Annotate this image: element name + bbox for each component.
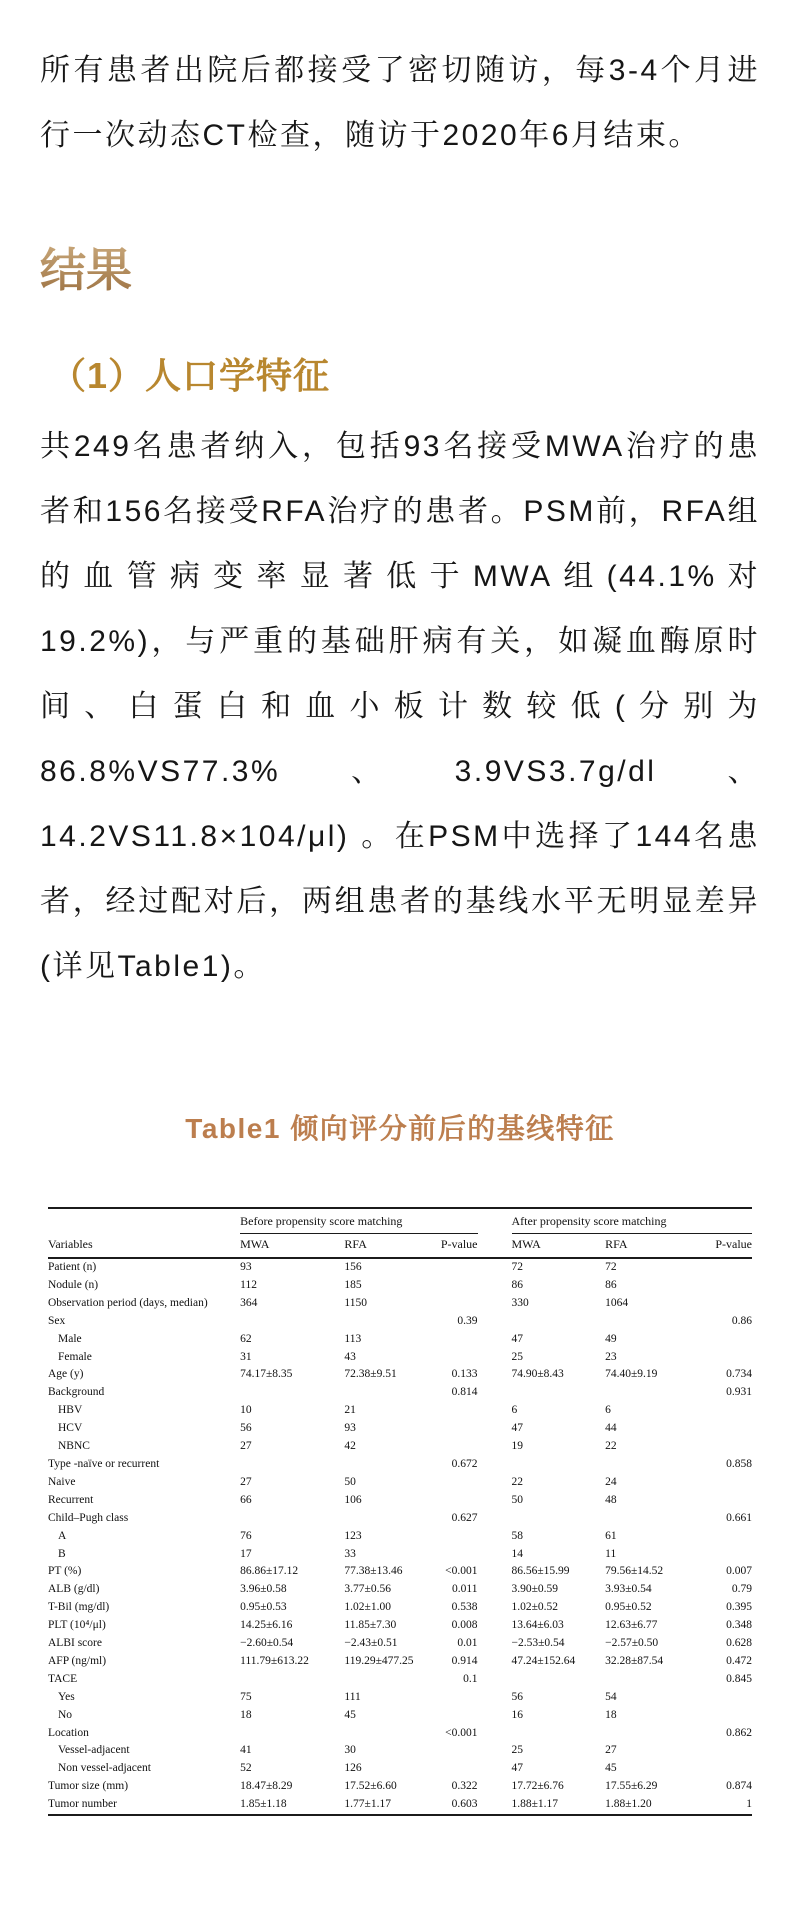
row-label: Age (y)	[48, 1368, 84, 1381]
table-cell: 0.395	[726, 1601, 752, 1614]
table-title: Table1 倾向评分前后的基线特征	[185, 1113, 615, 1144]
row-label: Patient (n)	[48, 1261, 97, 1273]
table-cell: 0.627	[451, 1511, 478, 1524]
table-cell	[478, 1456, 606, 1474]
table-row	[48, 1707, 752, 1725]
table-cell	[696, 1277, 752, 1295]
table-row	[48, 1599, 752, 1617]
table-cell: 50	[344, 1475, 356, 1488]
table-cell	[696, 1689, 752, 1707]
table-cell: 41	[240, 1744, 252, 1757]
row-label: Tumor number	[48, 1798, 117, 1811]
table-cell: 25	[511, 1350, 523, 1363]
table-cell	[428, 1402, 477, 1420]
table-cell: 0.95±0.53	[240, 1601, 287, 1614]
table-cell	[478, 1671, 606, 1689]
table-cell: 6	[511, 1404, 518, 1417]
table-cell: 32.28±87.54	[605, 1654, 664, 1667]
table-cell: 14	[511, 1547, 523, 1560]
table-row	[48, 1796, 752, 1815]
table-cell: 66	[240, 1493, 252, 1506]
paragraph-followup: 所有患者出院后都接受了密切随访，每3-4个月进行一次动态CT检查，随访于2020年6月结束。	[40, 54, 760, 152]
column-header-rfa-after: RFA	[605, 1237, 628, 1251]
table-cell: 0.39	[457, 1314, 478, 1327]
row-label: Type -naïve or recurrent	[48, 1457, 160, 1470]
row-label: Tumor size (mm)	[48, 1780, 129, 1793]
table-cell	[696, 1402, 752, 1420]
table-cell: <0.001	[445, 1565, 478, 1578]
table-cell	[240, 1313, 344, 1331]
table-cell: 17	[240, 1547, 252, 1560]
table-cell: 23	[605, 1350, 617, 1363]
table-row	[48, 1528, 752, 1546]
table-cell: −2.57±0.50	[605, 1637, 659, 1650]
table-cell	[605, 1456, 696, 1474]
table-cell: 74.17±8.35	[240, 1368, 293, 1381]
table-cell: 43	[344, 1350, 356, 1363]
table-cell	[696, 1420, 752, 1438]
table-cell: 18	[605, 1708, 617, 1721]
column-header-pvalue-after: P-value	[715, 1237, 752, 1251]
table-cell: 72	[605, 1261, 617, 1273]
table-cell	[696, 1742, 752, 1760]
table-cell: 11.85±7.30	[344, 1619, 397, 1632]
table-cell: 6	[605, 1404, 611, 1417]
table-cell: 86.56±15.99	[511, 1565, 570, 1578]
table-cell: 3.77±0.56	[344, 1583, 391, 1596]
table-row	[48, 1349, 752, 1367]
table-cell: 123	[344, 1529, 362, 1542]
table-cell	[478, 1725, 606, 1743]
table-cell: 1.85±1.18	[240, 1798, 287, 1811]
table-cell: 0.862	[726, 1726, 752, 1739]
table-cell	[696, 1707, 752, 1725]
table-row	[48, 1653, 752, 1671]
table-row	[48, 1384, 752, 1402]
row-label: Non vessel-adjacent	[58, 1762, 151, 1775]
row-label: Background	[48, 1386, 105, 1399]
table-cell	[478, 1313, 606, 1331]
table-cell: 27	[605, 1744, 617, 1757]
column-header-mwa-after: MWA	[511, 1237, 541, 1251]
table-cell: 0.661	[726, 1511, 752, 1524]
table-cell: 119.29±477.25	[344, 1654, 414, 1667]
row-label: Sex	[48, 1314, 66, 1327]
table-row	[48, 1456, 752, 1474]
table-cell: 86	[605, 1278, 617, 1291]
table-cell: 106	[344, 1493, 362, 1506]
table-row	[48, 1760, 752, 1778]
table-cell: 16	[511, 1708, 523, 1721]
table-row	[48, 1778, 752, 1796]
table-cell: 17.52±6.60	[344, 1780, 397, 1793]
table-row	[48, 1492, 752, 1510]
row-label: Naive	[48, 1475, 76, 1488]
table-cell: 364	[240, 1296, 258, 1309]
table-cell	[428, 1546, 477, 1564]
table-cell: 93	[344, 1422, 356, 1435]
table-row	[48, 1617, 752, 1635]
table-cell	[344, 1671, 428, 1689]
table-cell: 3.90±0.59	[511, 1583, 559, 1596]
table-cell: 0.007	[726, 1565, 752, 1578]
table-row	[48, 1581, 752, 1599]
table-cell	[696, 1295, 752, 1313]
table-cell: 22	[605, 1440, 617, 1453]
table-row	[48, 1563, 752, 1581]
column-header-variables: Variables	[48, 1237, 93, 1251]
table-cell: −2.60±0.54	[240, 1637, 294, 1650]
table-cell: 0.011	[452, 1583, 478, 1596]
table-cell	[240, 1384, 344, 1402]
table-cell: 0.322	[451, 1780, 478, 1793]
row-label: Nodule (n)	[48, 1278, 99, 1291]
table-cell: 1.88±1.20	[605, 1798, 652, 1811]
table-cell	[696, 1760, 752, 1778]
table-cell: 75	[240, 1690, 252, 1703]
table-cell: 0.95±0.52	[605, 1601, 652, 1614]
table-cell: 0.008	[451, 1619, 478, 1632]
table-cell: 74.40±9.19	[605, 1368, 658, 1381]
row-label: AFP (ng/ml)	[48, 1654, 107, 1667]
table-row	[48, 1258, 752, 1277]
row-label: T-Bil (mg/dl)	[48, 1601, 110, 1614]
table-cell	[696, 1492, 752, 1510]
group-header-after	[478, 1208, 753, 1234]
table-cell: 3.96±0.58	[240, 1583, 287, 1596]
table-cell: 86.86±17.12	[240, 1565, 299, 1578]
row-label: TACE	[48, 1672, 78, 1685]
table-cell: 33	[344, 1547, 356, 1560]
table-cell: 11	[605, 1547, 617, 1560]
group-header-after-label: After propensity score matching	[512, 1214, 753, 1234]
table-cell	[428, 1420, 477, 1438]
table-cell: 14.25±6.16	[240, 1619, 293, 1632]
table-cell: 10	[240, 1404, 252, 1417]
table-cell	[344, 1725, 428, 1743]
table-cell	[696, 1258, 752, 1277]
section-heading-results: 结果	[40, 240, 132, 300]
table-row	[48, 1366, 752, 1384]
table-cell	[428, 1258, 477, 1277]
table-cell	[344, 1384, 428, 1402]
table-cell	[605, 1510, 696, 1528]
column-header-pvalue-before: P-value	[440, 1237, 478, 1251]
table-cell: 1.02±0.52	[511, 1601, 559, 1614]
table-cell: 27	[240, 1440, 252, 1453]
table-cell: 0.672	[451, 1457, 478, 1470]
table-cell: 93	[240, 1261, 252, 1273]
table-cell: 113	[344, 1332, 362, 1345]
table-cell: 111	[344, 1690, 361, 1703]
table-cell: 1.02±1.00	[344, 1601, 391, 1614]
table-cell: 21	[344, 1404, 356, 1417]
table-cell: 0.1	[463, 1672, 478, 1685]
table-cell: 49	[605, 1332, 617, 1345]
table-row	[48, 1313, 752, 1331]
table-cell	[240, 1510, 344, 1528]
table-cell	[428, 1331, 477, 1349]
table-cell: 56	[511, 1690, 523, 1703]
table-cell: 3.93±0.54	[605, 1583, 652, 1596]
table-cell: 24	[605, 1475, 617, 1488]
table-cell: 86	[511, 1278, 523, 1291]
table-cell: 1064	[605, 1296, 629, 1309]
table-row	[48, 1742, 752, 1760]
table-cell: 31	[240, 1350, 252, 1363]
table-cell	[344, 1313, 428, 1331]
row-label: No	[58, 1708, 73, 1721]
row-label: PT (%)	[48, 1565, 82, 1578]
table-cell: 22	[511, 1475, 523, 1488]
table-cell: 54	[605, 1690, 617, 1703]
table-row	[48, 1671, 752, 1689]
table-cell: 47	[511, 1422, 523, 1435]
table-cell	[696, 1438, 752, 1456]
table-cell: 48	[605, 1493, 617, 1506]
table-cell: 185	[344, 1278, 362, 1291]
table-cell: 0.538	[451, 1601, 478, 1614]
table-cell: 0.628	[726, 1637, 752, 1650]
table-cell: 0.133	[451, 1368, 478, 1381]
table-cell: 42	[344, 1440, 356, 1453]
row-label: Child–Pugh class	[48, 1511, 129, 1524]
table-cell: 72.38±9.51	[344, 1368, 397, 1381]
table-cell	[344, 1456, 428, 1474]
table-row	[48, 1438, 752, 1456]
table-cell: 1.77±1.17	[344, 1798, 391, 1811]
column-header-rfa-before: RFA	[344, 1237, 367, 1251]
table-cell: 72	[511, 1261, 523, 1273]
table-cell: 0.845	[726, 1672, 752, 1685]
group-header-before-label: Before propensity score matching	[240, 1214, 477, 1234]
table-cell: 0.931	[726, 1386, 752, 1399]
table-cell	[428, 1528, 477, 1546]
table-cell: 0.79	[731, 1583, 752, 1596]
baseline-table-container	[48, 1207, 752, 1816]
table-cell: 0.858	[726, 1457, 752, 1470]
table-cell	[428, 1742, 477, 1760]
table-cell: 61	[605, 1529, 617, 1542]
table-cell: 62	[240, 1332, 252, 1345]
table-row	[48, 1277, 752, 1295]
table-cell: 112	[240, 1278, 257, 1291]
table-cell: 74.90±8.43	[511, 1368, 564, 1381]
table-cell: 25	[511, 1744, 523, 1757]
row-label: HCV	[58, 1422, 83, 1435]
table-cell: 44	[605, 1422, 617, 1435]
table-cell: 17.55±6.29	[605, 1780, 658, 1793]
table-cell: 18.47±8.29	[240, 1780, 293, 1793]
table-cell: 58	[511, 1529, 523, 1542]
table-cell	[696, 1528, 752, 1546]
table-cell: <0.001	[445, 1726, 478, 1739]
table-cell: 0.814	[451, 1386, 478, 1399]
table-cell: 0.914	[451, 1654, 478, 1667]
row-label: Yes	[58, 1690, 75, 1703]
table-cell: 19	[511, 1440, 523, 1453]
table-cell: 27	[240, 1475, 252, 1488]
table-cell: 30	[344, 1744, 356, 1757]
table-cell: 76	[240, 1529, 252, 1542]
row-label: ALB (g/dl)	[48, 1583, 100, 1596]
table-row	[48, 1474, 752, 1492]
table-cell: 0.86	[731, 1314, 752, 1327]
table-cell	[696, 1474, 752, 1492]
table-cell	[240, 1456, 344, 1474]
table-cell	[240, 1725, 344, 1743]
row-label: Male	[58, 1332, 82, 1345]
paragraph-demographics: 共249名患者纳入，包括93名接受MWA治疗的患者和156名接受RFA治疗的患者。PSM前，RFA组的血管病变率显著低于MWA组(44.1%对19.2%)，与严重的基础肝病有关，如凝血酶原时间、白蛋白和血小板计数较低(分别为86.8%VS77.3%、3.9VS3.7g/dl、14.2VS11.8×104/μl) 。在PSM中选择了144名患者，经过配对后，两组患者的基线水平无明显差异(详见Table1)。	[40, 430, 760, 983]
table-cell: 12.63±6.77	[605, 1619, 658, 1632]
row-label: PLT (10⁴/μl)	[48, 1619, 106, 1632]
table-cell: 45	[605, 1762, 617, 1775]
row-label: NBNC	[58, 1440, 90, 1453]
table-cell: 79.56±14.52	[605, 1565, 664, 1578]
table-row	[48, 1689, 752, 1707]
table-cell	[428, 1707, 477, 1725]
table-cell	[428, 1277, 477, 1295]
table-cell: 1150	[344, 1296, 367, 1309]
table-row	[48, 1420, 752, 1438]
table-cell: 0.874	[726, 1780, 752, 1793]
group-header-before	[240, 1208, 477, 1234]
table-cell: 1	[746, 1798, 752, 1811]
table-row	[48, 1331, 752, 1349]
table-cell: 330	[511, 1296, 529, 1309]
row-label: Recurrent	[48, 1493, 94, 1506]
table-cell: 47	[511, 1332, 523, 1345]
table-cell: 47.24±152.64	[511, 1654, 576, 1667]
table-cell	[428, 1295, 477, 1313]
row-label: B	[58, 1547, 66, 1560]
table-cell: 17.72±6.76	[511, 1780, 564, 1793]
table-cell	[428, 1760, 477, 1778]
table-cell: 0.603	[451, 1798, 478, 1811]
table-cell	[605, 1384, 696, 1402]
baseline-characteristics-table	[48, 1207, 752, 1816]
table-body	[48, 1258, 752, 1815]
row-label: ALBI score	[48, 1637, 102, 1650]
table-cell: 45	[344, 1708, 356, 1721]
table-row	[48, 1295, 752, 1313]
table-cell: 0.472	[726, 1654, 752, 1667]
table-cell	[605, 1671, 696, 1689]
row-label: Female	[58, 1350, 92, 1363]
table-cell: 126	[344, 1762, 362, 1775]
table-cell	[428, 1438, 477, 1456]
table-cell	[428, 1689, 477, 1707]
table-cell: 50	[511, 1493, 523, 1506]
table-cell: 1.88±1.17	[511, 1798, 559, 1811]
table-cell: 0.348	[726, 1619, 752, 1632]
table-cell	[605, 1313, 696, 1331]
table-cell	[344, 1510, 428, 1528]
table-cell: 111.79±613.22	[240, 1654, 309, 1667]
group-header-row	[48, 1208, 752, 1234]
row-label: Location	[48, 1726, 89, 1739]
table-row	[48, 1402, 752, 1420]
table-cell: 56	[240, 1422, 252, 1435]
table-cell: 0.01	[457, 1637, 478, 1650]
table-cell	[428, 1492, 477, 1510]
row-label: HBV	[58, 1404, 83, 1417]
table-cell	[696, 1349, 752, 1367]
table-cell: 47	[511, 1762, 523, 1775]
table-cell: 0.734	[726, 1368, 752, 1381]
table-row	[48, 1546, 752, 1564]
table-row	[48, 1510, 752, 1528]
column-header-mwa-before: MWA	[240, 1237, 270, 1251]
table-cell: 18	[240, 1708, 252, 1721]
table-cell	[428, 1474, 477, 1492]
table-cell	[696, 1331, 752, 1349]
table-cell	[240, 1671, 344, 1689]
column-header-row	[48, 1234, 752, 1258]
table-cell: 13.64±6.03	[511, 1619, 564, 1632]
table-row	[48, 1635, 752, 1653]
table-cell: 77.38±13.46	[344, 1565, 403, 1578]
table-cell: −2.53±0.54	[511, 1637, 565, 1650]
table-cell	[478, 1510, 606, 1528]
row-label: Vessel-adjacent	[58, 1744, 130, 1757]
row-label: A	[58, 1529, 67, 1542]
table-cell	[428, 1349, 477, 1367]
section-heading-row	[40, 168, 760, 300]
table-cell: 156	[344, 1261, 362, 1273]
table-cell	[696, 1546, 752, 1564]
table-cell	[478, 1384, 606, 1402]
table-cell: 52	[240, 1762, 252, 1775]
subsection-heading-demographics: （1）人口学特征	[50, 355, 331, 396]
table-cell	[605, 1725, 696, 1743]
table-row	[48, 1725, 752, 1743]
group-header-spacer	[48, 1208, 240, 1234]
row-label: Observation period (days, median)	[48, 1296, 208, 1309]
table-header	[48, 1208, 752, 1258]
table-cell: −2.43±0.51	[344, 1637, 398, 1650]
